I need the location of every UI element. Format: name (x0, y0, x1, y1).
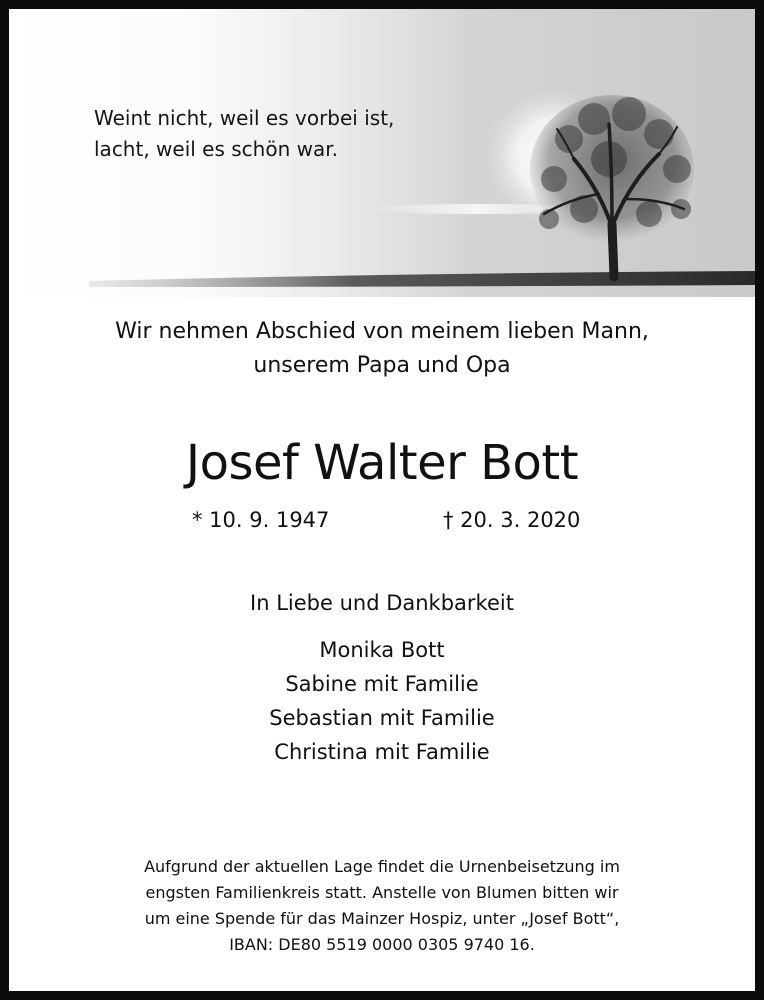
note-line: Aufgrund der aktuellen Lage findet die Urnenbeisetzung im (144, 857, 620, 876)
header-landscape-image (9, 9, 755, 297)
mourner-name: Sebastian mit Familie (269, 706, 495, 730)
quote-line: Weint nicht, weil es vorbei ist, (94, 106, 395, 130)
funeral-note (9, 854, 755, 958)
birth-date: * 10. 9. 1947 (192, 508, 330, 532)
closing-phrase: In Liebe und Dankbarkeit (250, 591, 514, 615)
quote-line: lacht, weil es schön war. (94, 137, 338, 161)
note-line: um eine Spende für das Mainzer Hospiz, unter „Josef Bott“, (144, 909, 620, 928)
note-line: engsten Familienkreis statt. Anstelle von Blumen bitten wir (145, 883, 619, 902)
death-date: † 20. 3. 2020 (443, 508, 581, 532)
mourner-name: Christina mit Familie (274, 740, 490, 764)
mourners-list (9, 633, 755, 769)
intro-line: unserem Papa und Opa (253, 353, 511, 378)
memorial-quote (94, 103, 394, 165)
note-line: IBAN: DE80 5519 0000 0305 9740 16. (229, 935, 535, 954)
mourner-name: Monika Bott (319, 638, 445, 662)
deceased-name: Josef Walter Bott (185, 435, 579, 491)
ground-line (89, 271, 755, 287)
mourner-name: Sabine mit Familie (285, 672, 479, 696)
farewell-intro (9, 315, 755, 383)
intro-line: Wir nehmen Abschied von meinem lieben Mann, (115, 319, 649, 344)
